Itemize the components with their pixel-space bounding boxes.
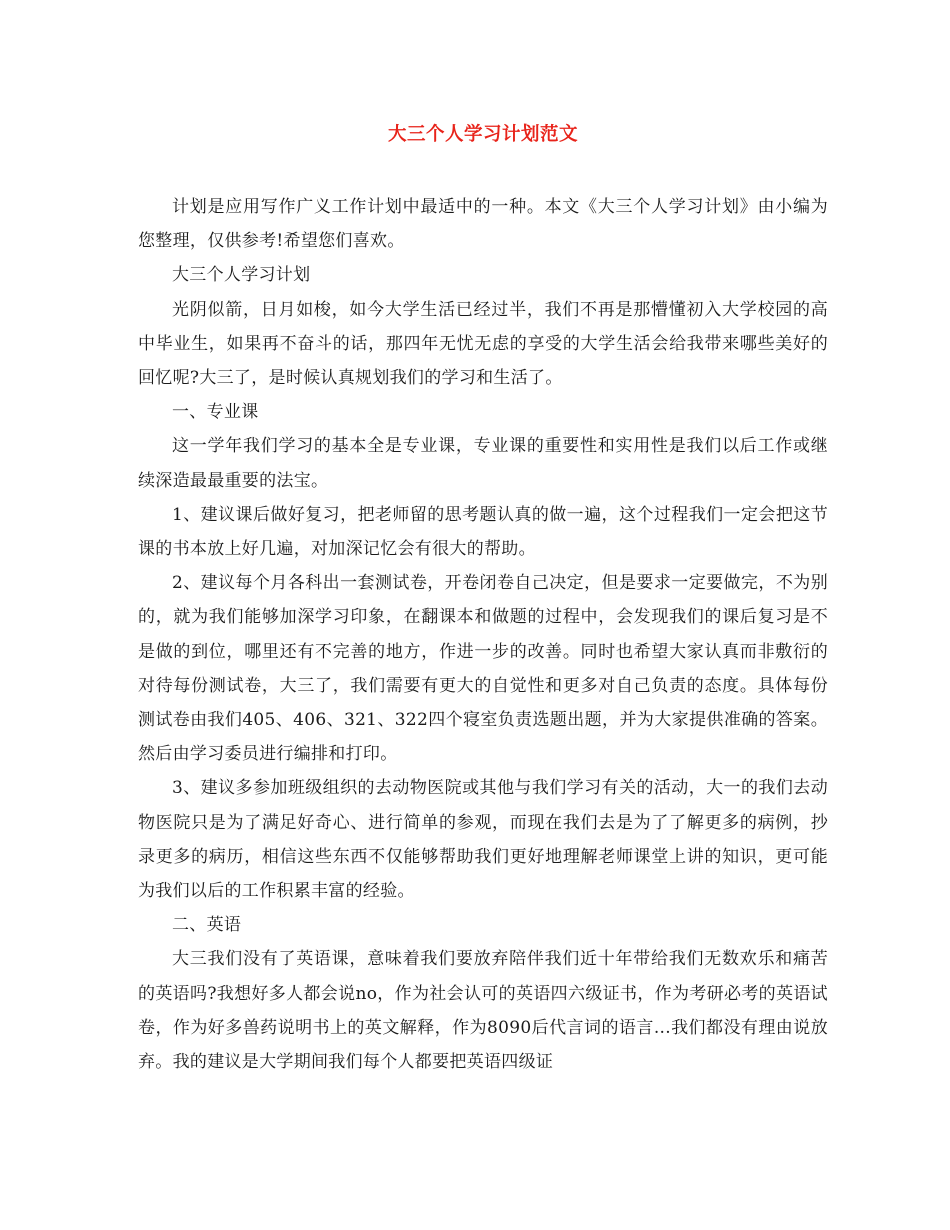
list-item: 3、建议多参加班级组织的去动物医院或其他与我们学习有关的活动，大一的我们去动物医院只是为了满足好奇心、进行简单的参观，而现在我们去是为了了解更多的病例，抄录更多的病历，相信这些东西不仅能够帮助我们更好地理解老师课堂上讲的知识，更可能为我们以后的工作积累丰富的经验。: [138, 778, 828, 902]
document-body: [138, 190, 828, 1079]
body-paragraph: 大三我们没有了英语课，意味着我们要放弃陪伴我们近十年带给我们无数欢乐和痛苦的英语吗?我想好多人都会说no，作为社会认可的英语四六级证书，作为考研必考的英语试卷，作为好多兽药说明书上的英文解释，作为8090后代言词的语言...我们都没有理由说放弃。我的建议是大学期间我们每个人都要把英语四级证: [138, 949, 828, 1073]
section-heading-english: 二、英语: [172, 915, 242, 936]
list-item: 2、建议每个月各科出一套测试卷，开卷闭卷自己决定，但是要求一定要做完，不为别的，就为我们能够加深学习印象，在翻课本和做题的过程中，会发现我们的课后复习是不是做的到位，哪里还有不完善的地方，作进一步的改善。同时也希望大家认真而非敷衍的对待每份测试卷，大三了，我们需要有更大的自觉性和更多对自己负责的态度。具体每份测试卷由我们405、406、321、322四个寝室负责选题出题，并为大家提供准确的答案。然后由学习委员进行编排和打印。: [138, 573, 828, 765]
document-page: [138, 118, 828, 1079]
section-heading-plan: 大三个人学习计划: [172, 265, 311, 286]
body-paragraph: 这一学年我们学习的基本全是专业课，专业课的重要性和实用性是我们以后工作或继续深造最最重要的法宝。: [138, 436, 828, 491]
body-paragraph: 光阴似箭，日月如梭，如今大学生活已经过半，我们不再是那懵懂初入大学校园的高中毕业生，如果再不奋斗的话，那四年无忧无虑的享受的大学生活会给我带来哪些美好的回忆呢?大三了，是时候认真规划我们的学习和生活了。: [138, 299, 828, 389]
list-item: 1、建议课后做好复习，把老师留的思考题认真的做一遍，这个过程我们一定会把这节课的书本放上好几遍，对加深记忆会有很大的帮助。: [138, 504, 828, 560]
section-heading-major-courses: 一、专业课: [172, 402, 259, 423]
document-title: 大三个人学习计划范文: [387, 124, 578, 145]
intro-paragraph: 计划是应用写作广义工作计划中最适中的一种。本文《大三个人学习计划》由小编为您整理，仅供参考!希望您们喜欢。: [138, 197, 828, 252]
